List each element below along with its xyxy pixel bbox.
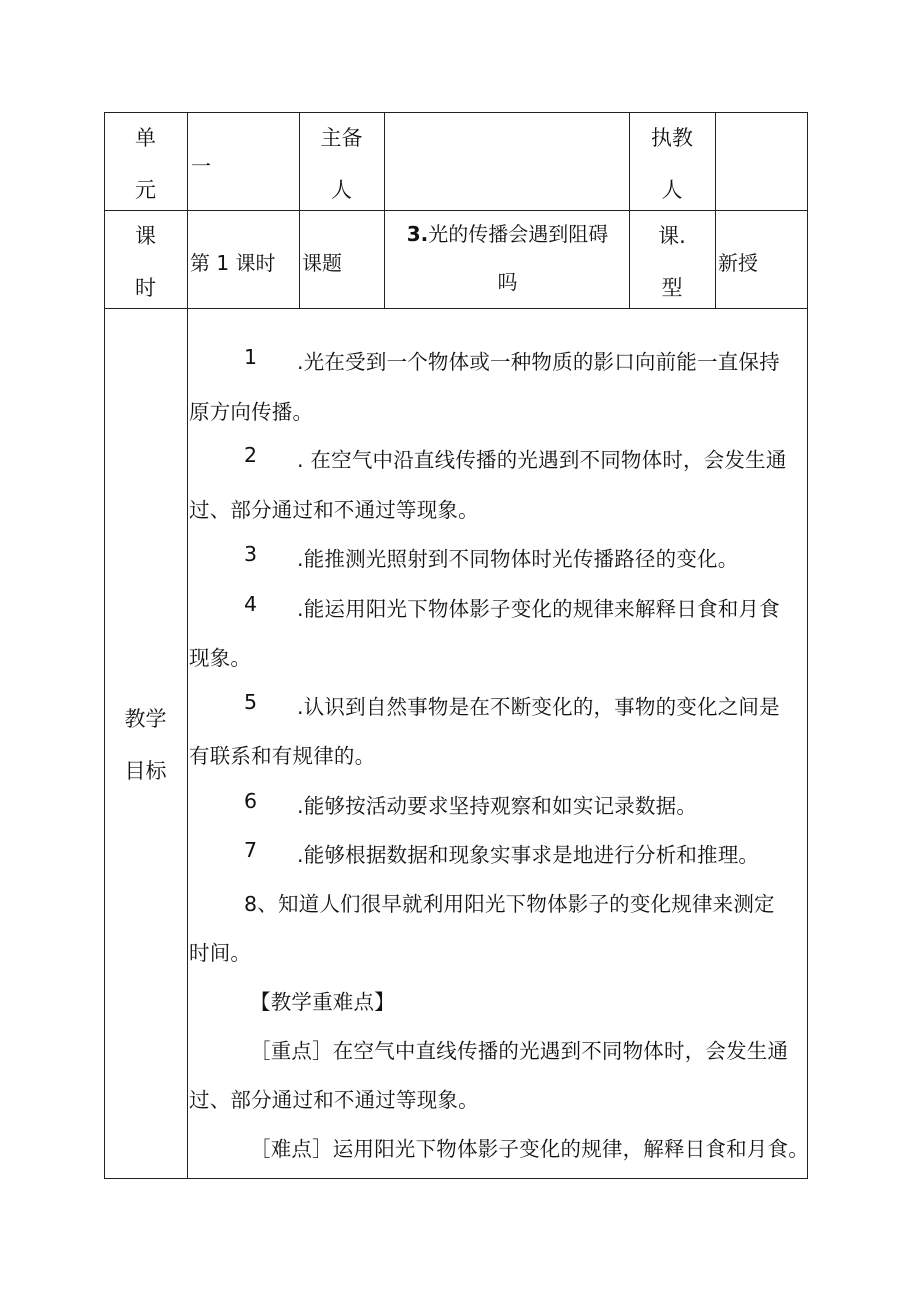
objectives-label: 教学 目标 [124, 707, 167, 783]
key-point-line1: ［重点］在空气中直线传播的光遇到不同物体时，会发生通 [250, 1039, 789, 1063]
type-value: 新授 [718, 251, 758, 275]
topic-title-line2: 吗 [497, 270, 518, 294]
topic-label: 课题 [302, 251, 342, 275]
col-divider-1 [187, 112, 188, 1178]
objective-6-line1: .能够按活动要求坚持观察和如实记录数据。 [297, 794, 698, 818]
unit-value: 一 [191, 154, 211, 178]
objective-5-line2: 有联系和有规律的。 [189, 744, 376, 768]
topic-title [386, 210, 629, 306]
objective-4-line2: 现象。 [189, 646, 252, 670]
topic-title-text: 光的传播会遇到阻碍 [428, 222, 609, 246]
preparer-label: 主备 人 [320, 126, 363, 202]
period-value: 第 1 课时 [190, 251, 276, 275]
teacher-label: 执教 人 [651, 126, 693, 202]
unit-label: 单 元 [135, 126, 156, 202]
table-bottom-border [104, 1178, 808, 1179]
col-divider-3 [384, 112, 385, 308]
period-label: 课 时 [135, 224, 156, 300]
table-right-border [807, 112, 808, 1178]
difficulty-line: ［难点］运用阳光下物体影子变化的规律，解释日食和月食。 [250, 1137, 809, 1161]
objective-1-number: 1 [244, 345, 258, 369]
col-divider-5 [715, 112, 716, 308]
type-label: 课. 型 [658, 224, 686, 300]
key-point-line2: 过、部分通过和不通过等现象。 [189, 1088, 479, 1112]
objective-5-number: 5 [244, 690, 258, 714]
objective-1-line1: .光在受到一个物体或一种物质的影口向前能一直保持 [297, 350, 780, 374]
objective-6-number: 6 [244, 789, 258, 813]
objective-2-number: 2 [244, 443, 258, 467]
objective-2-line1: . 在空气中沿直线传播的光遇到不同物体时，会发生通 [297, 448, 787, 472]
objective-3-number: 3 [244, 542, 258, 566]
topic-number: 3. [406, 222, 429, 246]
objective-8-line1: 8、知道人们很早就利用阳光下物体影子的变化规律来测定 [244, 892, 775, 916]
objective-4-line1: .能运用阳光下物体影子变化的规律来解释日食和月食 [297, 597, 780, 621]
objective-3-line1: .能推测光照射到不同物体时光传播路径的变化。 [297, 547, 739, 571]
objective-5-line1: .认识到自然事物是在不断变化的，事物的变化之间是 [297, 695, 780, 719]
objective-8-line2: 时间。 [189, 941, 252, 965]
key-points-heading: 【教学重难点】 [250, 990, 395, 1014]
objective-1-line2: 原方向传播。 [189, 400, 314, 424]
objective-7-number: 7 [244, 838, 258, 862]
objective-2-line2: 过、部分通过和不通过等现象。 [189, 498, 479, 522]
objective-4-number: 4 [244, 592, 258, 616]
objective-7-line1: .能够根据数据和现象实事求是地进行分析和推理。 [297, 843, 760, 867]
